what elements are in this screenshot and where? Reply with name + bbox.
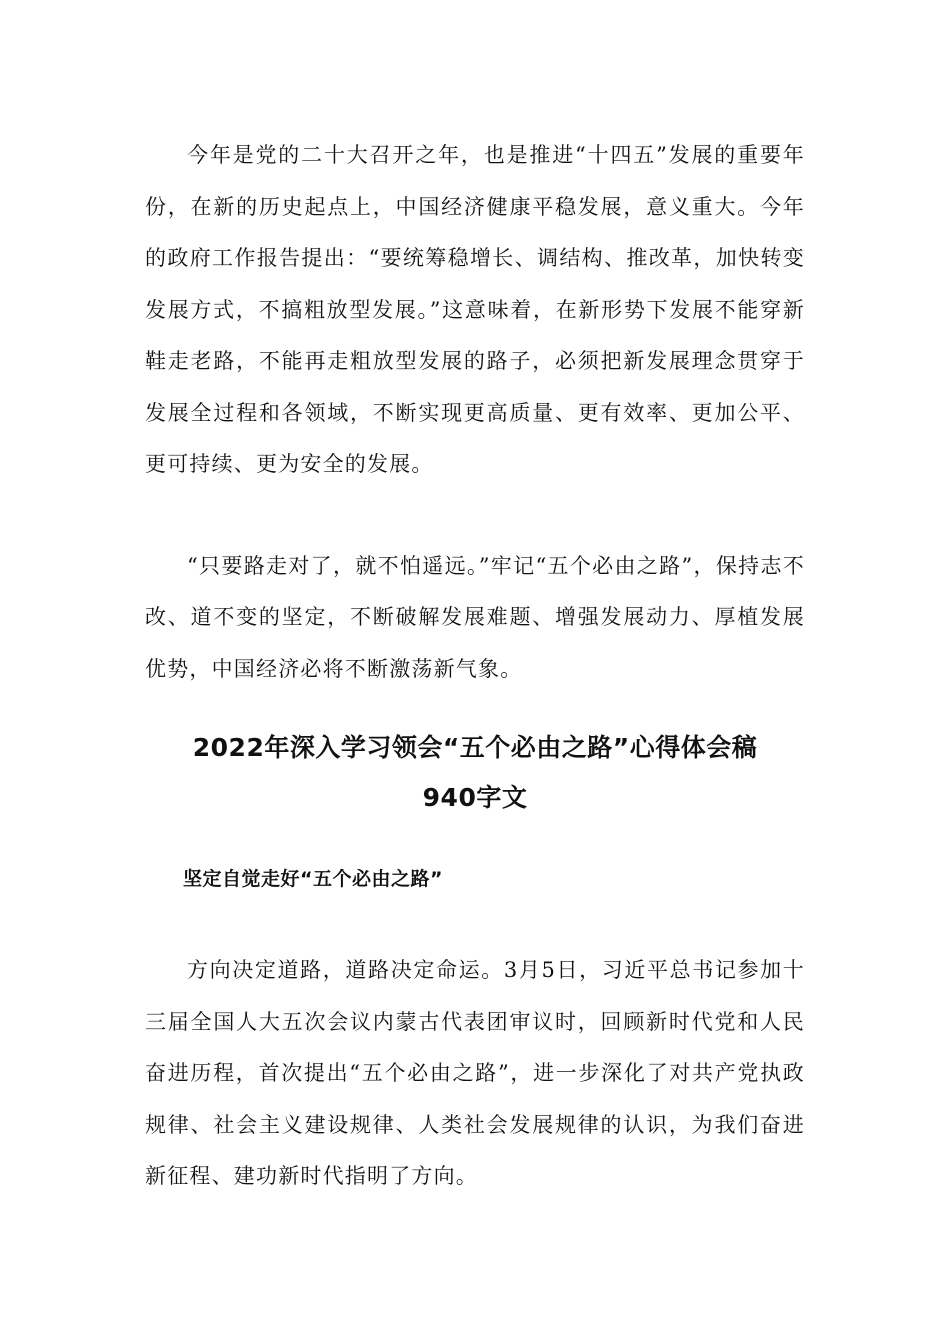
document-page	[145, 130, 805, 1203]
article-title	[145, 723, 805, 823]
paragraph-direction: 方向决定道路，道路决定命运。3月5日，习近平总书记参加十三届全国人大五次会议内蒙古代表团审议时，回顾新时代党和人民奋进历程，首次提出“五个必由之路”，进一步深化了对共产党执政规律、社会主义建设规律、人类社会发展规律的认识，为我们奋进新征程、建功新时代指明了方向。	[145, 958, 805, 1188]
section-subheading: 坚定自觉走好“五个必由之路”	[183, 868, 443, 890]
article-title-line1: 2022年深入学习领会“五个必由之路”心得体会稿	[192, 733, 758, 762]
paragraph-right-road: “只要路走对了，就不怕遥远。”牢记“五个必由之路”，保持志不改、道不变的坚定，不断破解发展难题、增强发展动力、厚植发展优势，中国经济必将不断激荡新气象。	[145, 553, 805, 681]
paragraph-development: 今年是党的二十大召开之年，也是推进“十四五”发展的重要年份，在新的历史起点上，中国经济健康平稳发展，意义重大。今年的政府工作报告提出：“要统筹稳增长、调结构、推改革，加快转变发展方式，不搞粗放型发展。”这意味着，在新形势下发展不能穿新鞋走老路，不能再走粗放型发展的路子，必须把新发展理念贯穿于发展全过程和各领域，不断实现更高质量、更有效率、更加公平、更可持续、更为安全的发展。	[145, 143, 805, 476]
article-title-line2: 940字文	[422, 783, 528, 812]
